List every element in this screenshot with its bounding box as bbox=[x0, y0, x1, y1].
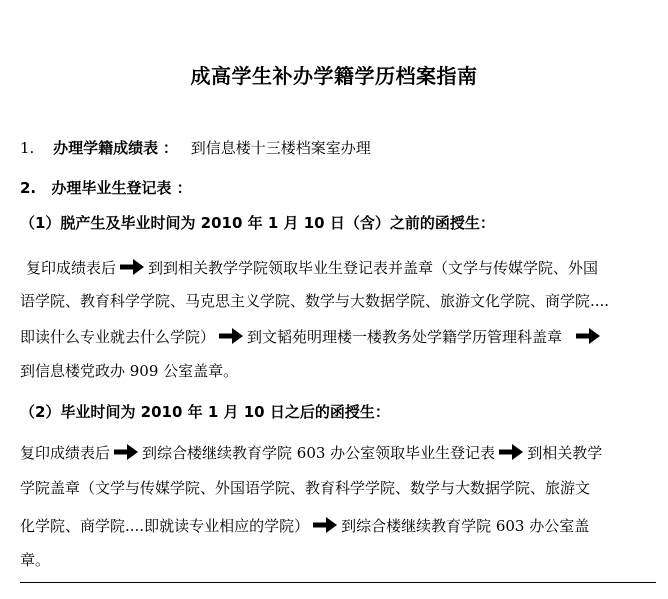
sub-2-heading: （2）毕业时间为 2010 年 1 月 10 日之后的函授生： bbox=[20, 403, 390, 421]
sub-1-line-3b: 到文韬苑明理楼一楼教务处学籍学历管理科盖章 bbox=[247, 328, 563, 346]
sub-1-heading: （1）脱产生及毕业时间为 2010 年 1 月 10 日（含）之前的函授生： bbox=[20, 214, 495, 232]
sub-1-line-4: 到信息楼党政办 909 公室盖章。 bbox=[20, 362, 239, 380]
bottom-divider bbox=[20, 582, 656, 583]
item-1 bbox=[20, 137, 371, 158]
sub-2-line-4: 章。 bbox=[20, 551, 51, 569]
sub-1-line-3 bbox=[20, 326, 604, 347]
item-2 bbox=[20, 177, 192, 198]
right-arrow-icon bbox=[499, 444, 523, 460]
sub-1-line-2: 语学院、教育科学学院、马克思主义学院、数学与大数据学院、旅游文化学院、商学院.... bbox=[20, 292, 610, 310]
item-2-label: 办理毕业生登记表 bbox=[51, 179, 172, 197]
sub-2-line-1 bbox=[20, 442, 602, 463]
item-1-colon: ： bbox=[162, 139, 178, 157]
right-arrow-icon bbox=[219, 328, 243, 344]
sub-1-line-1 bbox=[26, 257, 598, 278]
right-arrow-icon bbox=[114, 444, 138, 460]
sub-2-line-1a: 复印成绩表后 bbox=[20, 444, 111, 462]
sub-1-line-1b: 到到相关教学学院领取毕业生登记表并盖章（文学与传媒学院、外国 bbox=[148, 259, 599, 277]
sub-2-line-3b: 到综合楼继续教育学院 603 办公室盖 bbox=[341, 517, 590, 535]
sub-2-line-2: 学院盖章（文学与传媒学院、外国语学院、教育科学学院、数学与大数据学院、旅游文 bbox=[20, 479, 591, 497]
sub-2-line-3a: 化学院、商学院....即就读专业相应的学院） bbox=[20, 517, 310, 535]
item-2-number: 2. bbox=[20, 179, 37, 197]
right-arrow-icon bbox=[120, 259, 144, 275]
item-1-text: 到信息楼十三楼档案室办理 bbox=[190, 139, 371, 157]
sub-2-line-1b: 到综合楼继续教育学院 603 办公室领取毕业生登记表 bbox=[142, 444, 496, 462]
sub-2-line-1c: 到相关教学 bbox=[527, 444, 603, 462]
item-1-label: 办理学籍成绩表 bbox=[53, 139, 159, 157]
sub-1-line-1a: 复印成绩表后 bbox=[26, 259, 117, 277]
item-2-colon: ： bbox=[176, 179, 192, 197]
sub-2-line-3 bbox=[20, 515, 589, 536]
sub-1-line-3a: 即读什么专业就去什么学院） bbox=[20, 328, 216, 346]
right-arrow-icon bbox=[576, 328, 600, 344]
page-title: 成高学生补办学籍学历档案指南 bbox=[190, 64, 478, 88]
item-1-number: 1. bbox=[20, 139, 35, 157]
right-arrow-icon bbox=[313, 517, 337, 533]
